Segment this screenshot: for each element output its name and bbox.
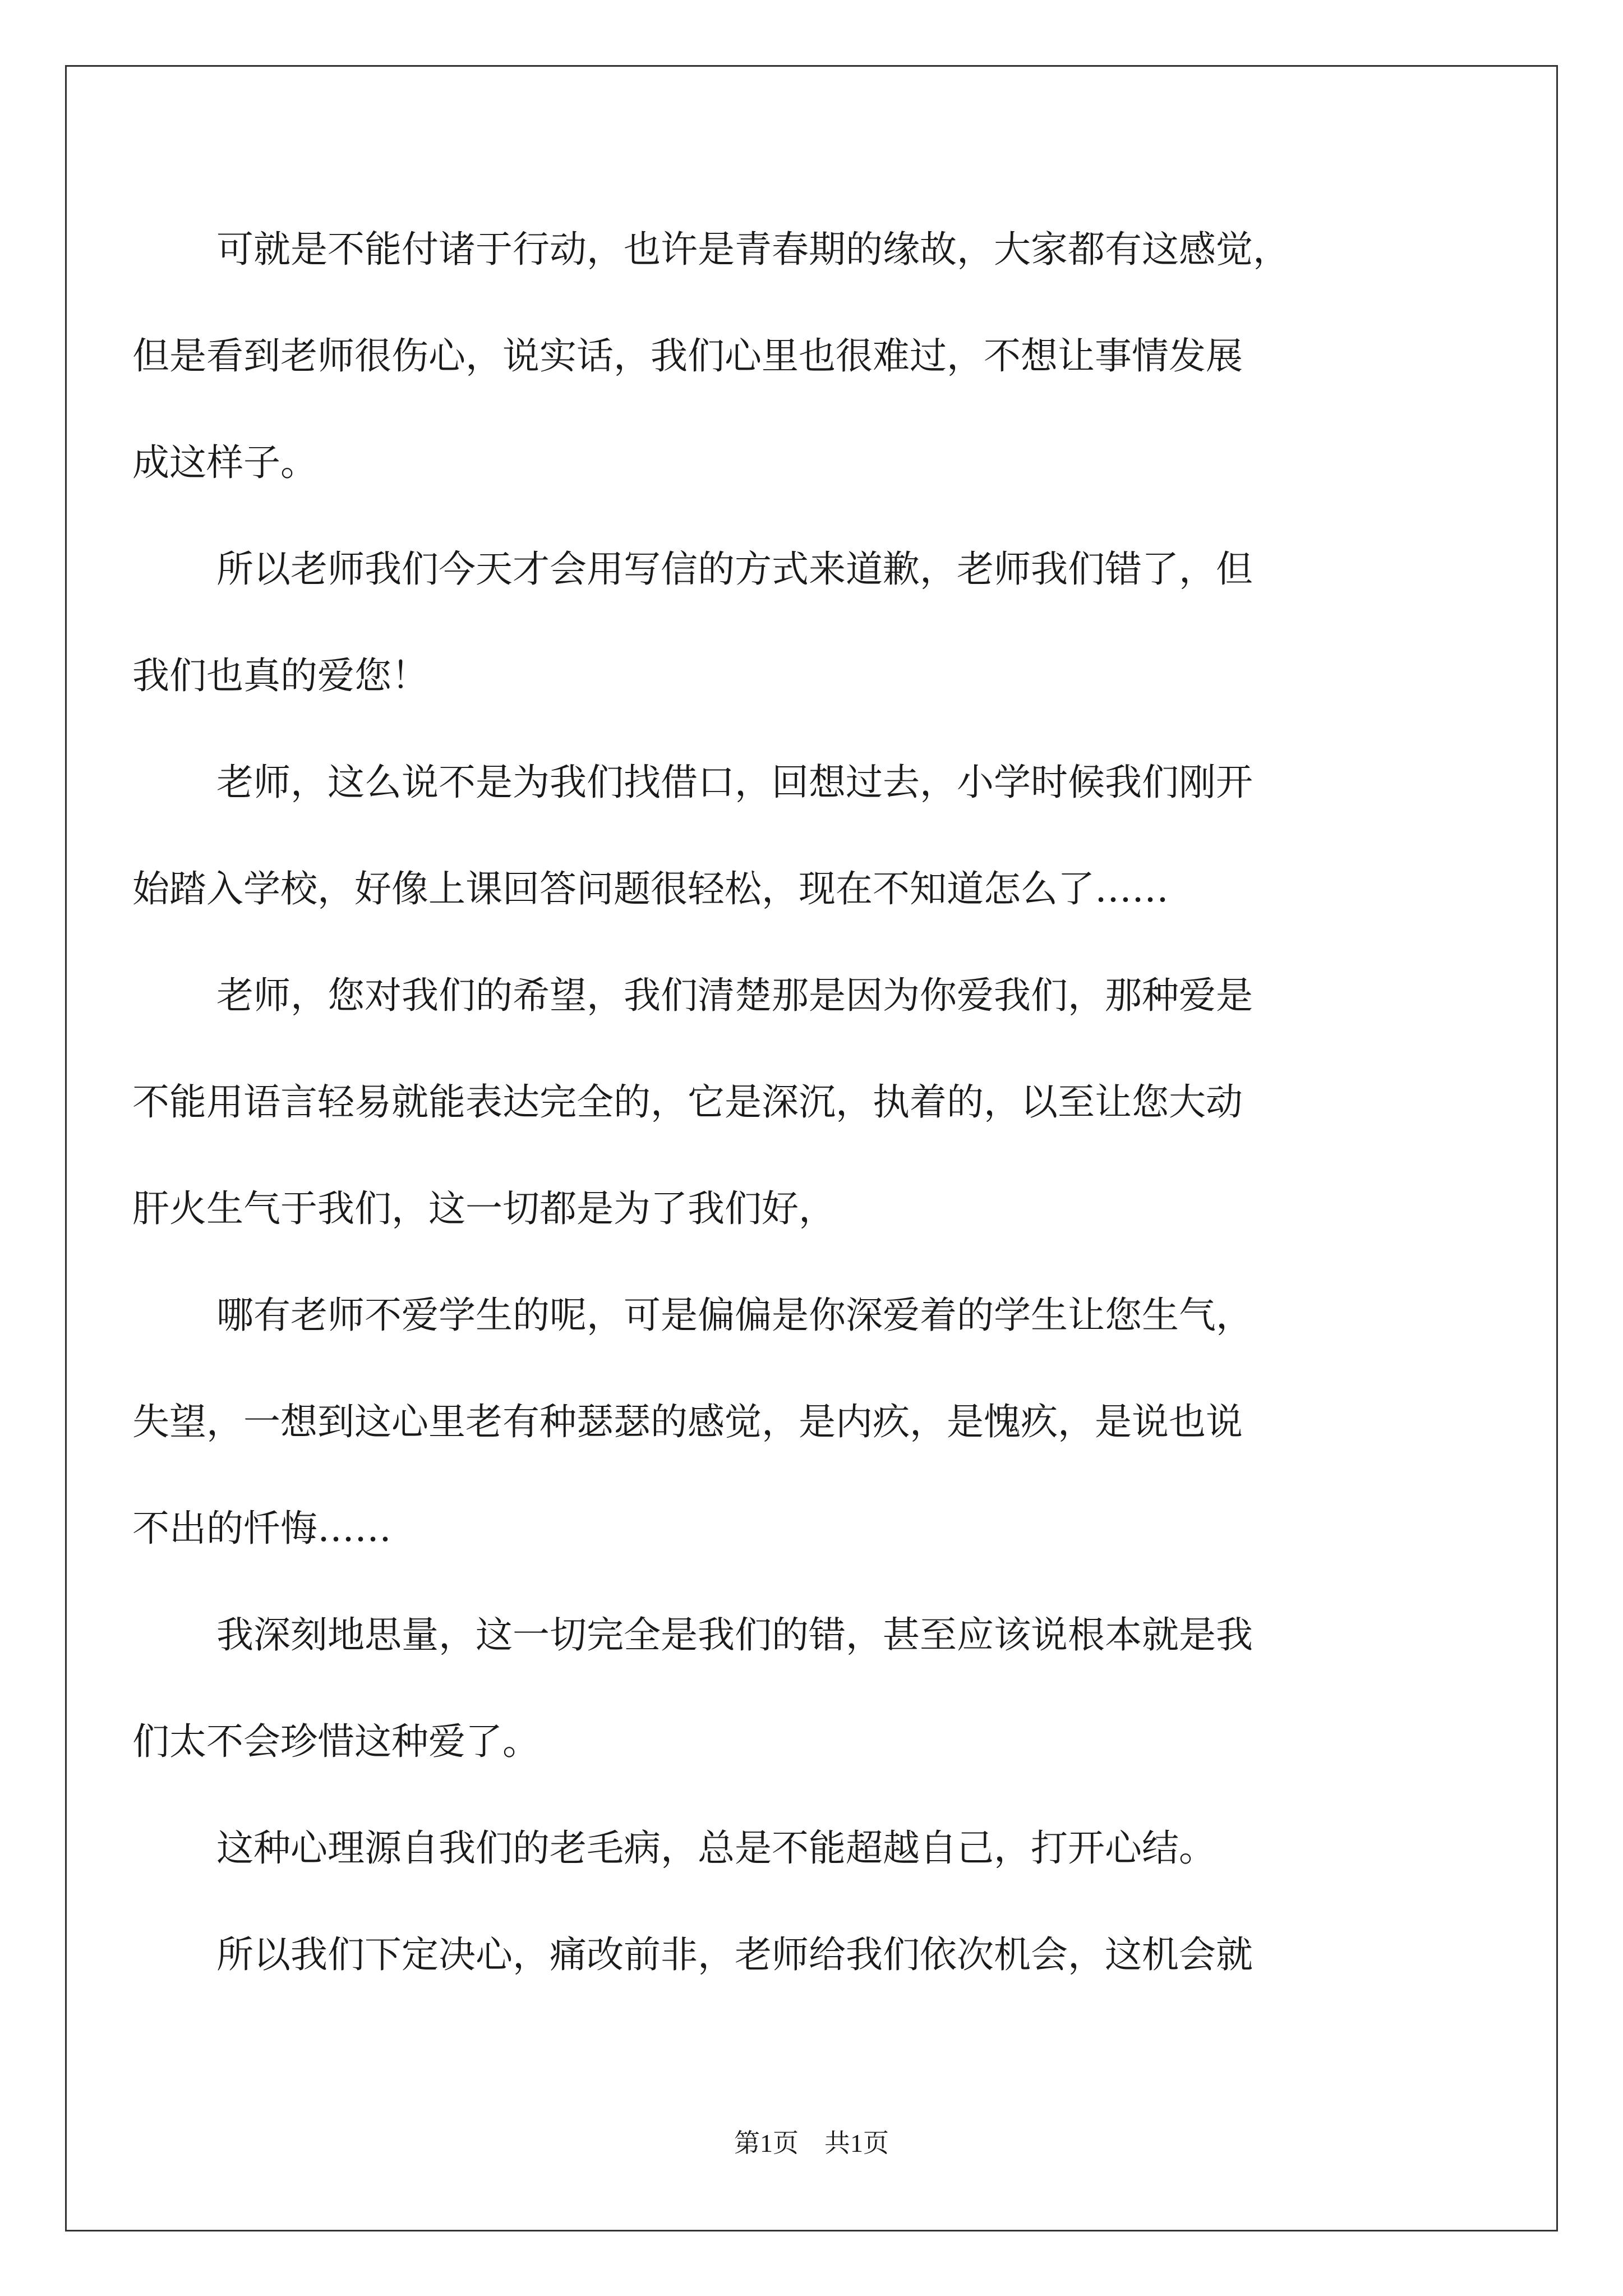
text-line: 所以老师我们今天才会用写信的方式来道歉，老师我们错了，但: [216, 547, 1253, 591]
text-line: 不出的忏悔……: [132, 1507, 391, 1550]
text-line: 我们也真的爱您！: [132, 654, 428, 697]
page-number: 第1页 共1页: [734, 2129, 889, 2157]
text-line: 但是看到老师很伤心，说实话，我们心里也很难过，不想让事情发展: [132, 334, 1243, 378]
page-frame: [65, 65, 1558, 2231]
text-line: 所以我们下定决心，痛改前非，老师给我们依次机会，这机会就: [216, 1933, 1253, 1976]
text-line: 可就是不能付诸于行动，也许是青春期的缘故，大家都有这感觉，: [216, 228, 1290, 271]
text-line: 这种心理源自我们的老毛病，总是不能超越自己，打开心结。: [216, 1826, 1216, 1870]
text-line: 成这样子。: [132, 441, 317, 484]
text-line: 们太不会珍惜这种爱了。: [132, 1720, 540, 1763]
text-line: 老师，这么说不是为我们找借口，回想过去，小学时候我们刚开: [216, 761, 1253, 804]
text-line: 我深刻地思量，这一切完全是我们的错，甚至应该说根本就是我: [216, 1613, 1253, 1657]
text-line: 哪有老师不爱学生的呢，可是偏偏是你深爱着的学生让您生气，: [216, 1294, 1253, 1337]
text-line: 老师，您对我们的希望，我们清楚那是因为你爱我们，那种爱是: [216, 974, 1253, 1017]
text-line: 不能用语言轻易就能表达完全的，它是深沉，执着的，以至让您大动: [132, 1080, 1243, 1124]
text-line: 肝火生气于我们，这一切都是为了我们好，: [132, 1187, 836, 1230]
text-line: 失望，一想到这心里老有种瑟瑟的感觉，是内疚，是愧疚，是说也说: [132, 1400, 1243, 1443]
text-line: 始踏入学校，好像上课回答问题很轻松，现在不知道怎么了……: [132, 867, 1169, 910]
